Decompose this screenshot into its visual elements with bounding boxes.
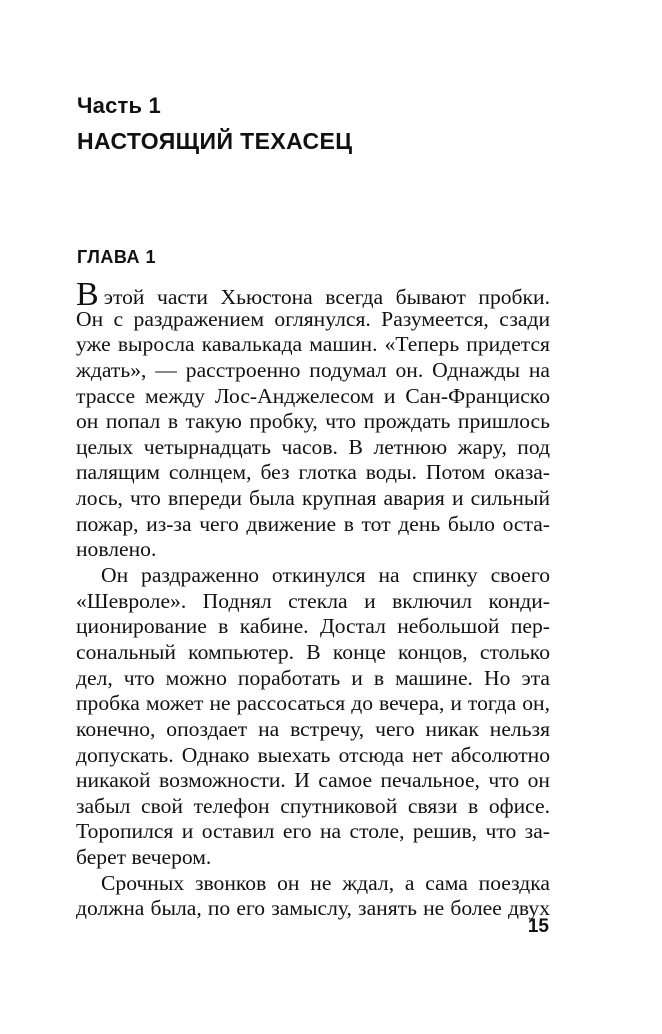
text-line: Он с раздражением оглянулся. Разумеется, сзади: [76, 306, 550, 331]
text-line: допускать. Однако выехать отсюда нет абсолютно: [76, 742, 550, 767]
text-line: Торопился и оставил его на столе, решив, что за-: [76, 819, 550, 844]
text-line: «Шевроле». Поднял стекла и включил конди-: [76, 588, 550, 613]
part-title: НАСТОЯЩИЙ ТЕХАСЕЦ: [77, 128, 353, 154]
text-line: он попал в такую пробку, что прождать пришлось: [76, 409, 550, 434]
text-line: палящим солнцем, без глотка воды. Потом оказа-: [76, 460, 550, 485]
text-line: [76, 276, 550, 313]
page-number: 15: [527, 916, 549, 937]
body-text: [76, 276, 550, 922]
text-line: новлено.: [76, 537, 157, 562]
text-line: Он раздраженно откинулся на спинку своего: [101, 563, 550, 588]
text-line: конечно, опоздает на встречу, чего никак нельзя: [76, 716, 550, 741]
part-label: Часть 1: [77, 93, 161, 118]
text-line: забыл свой телефон спутниковой связи в офисе.: [76, 793, 550, 818]
text-line: уже выросла кавалькада машин. «Теперь придется: [76, 332, 550, 357]
text-line: берет вечером.: [76, 845, 212, 870]
text-line: трассе между Лос-Анджелесом и Сан-Франциско: [76, 383, 550, 408]
text-line: Срочных звонков он не ждал, а сама поездка: [101, 870, 550, 895]
dropcap-letter: В: [76, 276, 99, 313]
chapter-label: ГЛАВА 1: [77, 247, 156, 267]
text-line: ционирование в кабине. Достал небольшой пер-: [76, 614, 550, 639]
text-line: пожар, из-за чего движение в тот день было оста-: [76, 511, 550, 536]
text-line: ждать», — расстроенно подумал он. Однажды на: [76, 357, 550, 382]
text-line: целых четырнадцать часов. В летнюю жару, под: [76, 434, 550, 459]
text-line: дел, что можно поработать и в машине. Но эта: [76, 665, 550, 690]
text-line: должна была, по его замыслу, занять не более двух: [76, 896, 550, 921]
text-line: пробка может не рассосаться до вечера, и тогда он,: [76, 691, 550, 716]
text-line: лось, что впереди была крупная авария и сильный: [76, 486, 550, 511]
text-line-rest: этой части Хьюстона всегда бывают пробки.: [103, 285, 550, 309]
text-line: никакой возможности. И самое печальное, что он: [76, 768, 550, 793]
text-line: сональный компьютер. В конце концов, столько: [76, 639, 550, 664]
